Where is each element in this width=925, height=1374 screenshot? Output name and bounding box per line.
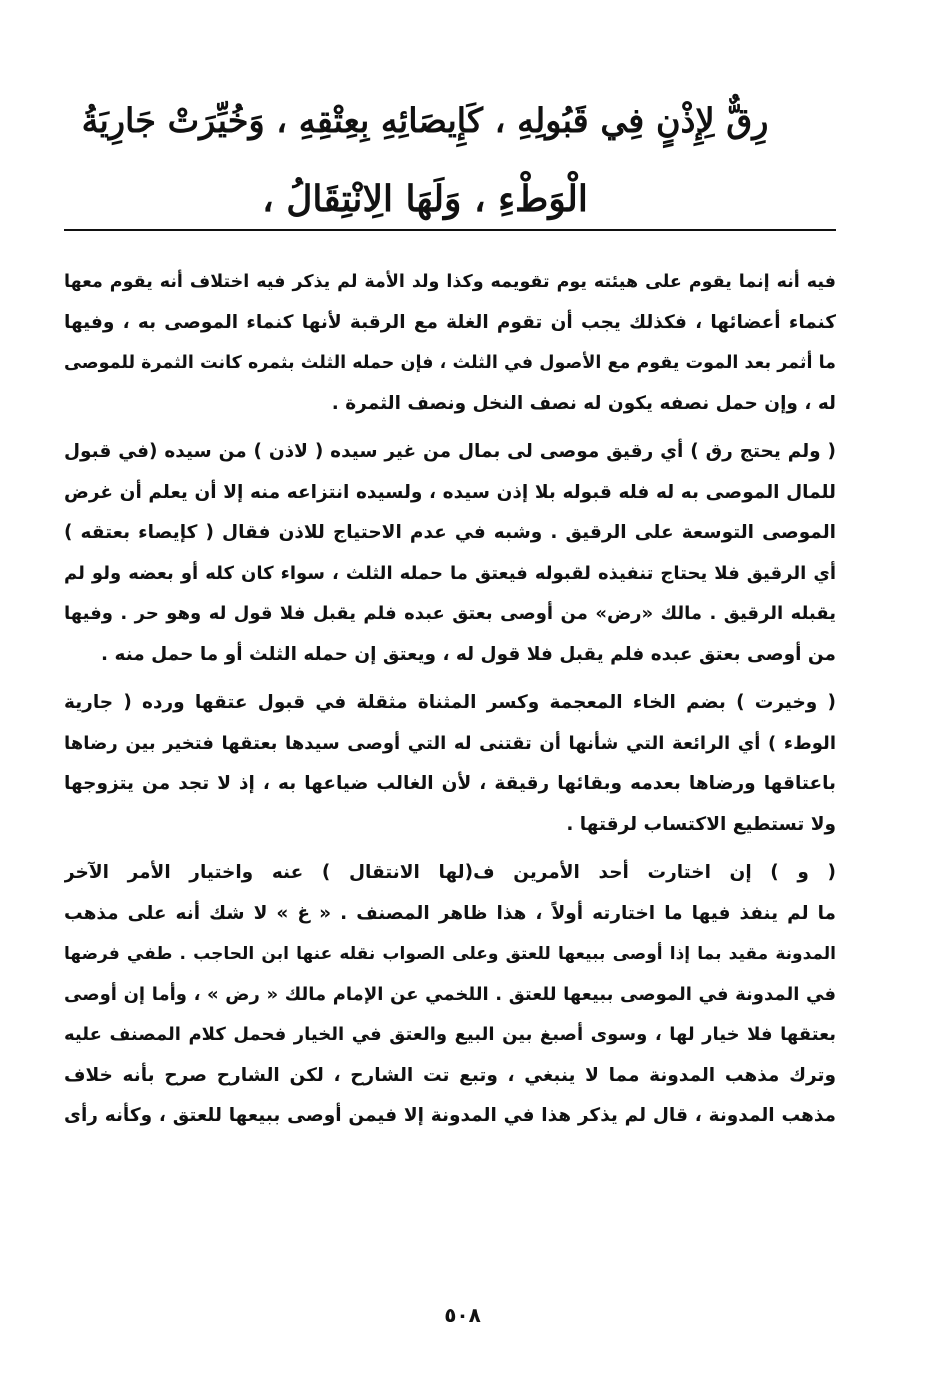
verse-header-line: رِقٌّ لِإِذْنٍ فِي قَبُولِهِ ، كَإِيصَائِهِ بِعِتْقِهِ ، وَخُيِّرَتْ جَارِيَةُ	[81, 101, 769, 140]
text-line: فيه أنه إنما يقوم على هيئته يوم تقويمه وكذا ولد الأمة لم يذكر فيه اختلاف أنه يقوم معها	[64, 272, 836, 292]
text-line: للمال الموصى به له فله قبوله بلا إذن سيده ، ولسيده انتزاعه منه إلا أن يعلم أن غرض	[64, 481, 836, 503]
paragraph	[64, 853, 836, 1137]
text-line: مذهب المدونة ، قال لم يذكر هذا في المدونة إلا فيمن أوصى ببيعها للعتق ، وكأنه رأى	[64, 1105, 836, 1126]
text-line: ( و ) إن اختارت أحد الأمرين ف(لها الانتقال ) عنه واختيار الأمر الآخر	[64, 862, 836, 883]
paragraph	[64, 262, 836, 424]
text-line: كنماء أعضائها ، فكذلك يجب أن تقوم الغلة مع الرقبة لأنها كنماء الموصى به ، وفيها	[64, 311, 836, 333]
text-line: ( ولم يحتج رق ) أي رقيق موصى لى بمال من غير سيده ( لاذن ) من سيده (في قبول	[64, 441, 836, 462]
header-divider	[64, 229, 836, 231]
verse-header-line: الْوَطْءِ ، وَلَهَا الِانْتِقَالُ ،	[262, 178, 588, 220]
text-line: أي الرقيق فلا يحتاج تنفيذه لقبوله فيعتق ما حمله الثلث ، سواء كان كله أو بعضه ولو لم	[64, 562, 836, 584]
text-line: الموصى التوسعة على الرقيق . وشبه في عدم الاحتياج للاذن فقال ( كإيصاء بعتقه )	[64, 522, 836, 543]
text-line: ( وخيرت ) بضم الخاء المعجمة وكسر المثناة مثقلة في قبول عتقها ورده ( جارية	[64, 692, 836, 713]
text-line: له ، وإن حمل نصفه يكون له نصف النخل ونصف الثمرة .	[331, 392, 836, 414]
page-number: ٥٠٨	[444, 1303, 481, 1327]
text-line: في المدونة في الموصى ببيعها للعتق . اللخمي عن الإمام مالك « رض » ، وأما إن أوصى	[64, 983, 836, 1005]
commentary-body	[64, 262, 836, 1145]
text-line: وترك مذهب المدونة مما لا ينبغي ، وتبع تت الشارح ، لكن الشارح صرح بأنه خلاف	[64, 1064, 836, 1086]
paragraph	[64, 432, 836, 675]
text-line: من أوصى بعتق عبده فلم يقبل فلا قول له ، ويعتق إن حمله الثلث أو ما حمل منه .	[101, 643, 836, 665]
text-line: المدونة مقيد بما إذا أوصى ببيعها للعتق وعلى الصواب نقله عنها ابن الحاجب . طفي فرضها	[64, 944, 836, 964]
text-line: ما أثمر بعد الموت يقوم مع الأصول في الثلث ، فإن حمله الثلث بثمره كانت الثمرة للموصى	[64, 353, 836, 373]
text-line: ولا تستطيع الاكتساب لرقتها .	[566, 813, 836, 835]
paragraph	[64, 683, 836, 845]
text-line: بعتقها فلا خيار لها ، وسوى أصبغ بين البيع والعتق في الخيار فحمل كلام المصنف عليه	[64, 1024, 836, 1045]
text-line: باعتاقها ورضاها بعدمه وبقائها رقيقة ، لأن الغالب ضياعها به ، إذ لا تجد من يتزوجها	[64, 773, 836, 794]
verse-header	[80, 82, 770, 238]
text-line: يقبله الرقيق . مالك «رض» من أوصى بعتق عبده فلم يقبل فلا قول له وهو حر . وفيها	[64, 603, 836, 624]
text-line: ما لم ينفذ فيها ما اختارته أولاً ، هذا ظاهر المصنف . « غ » لا شك أنه على مذهب	[64, 902, 836, 924]
text-line: الوطء ) أي الرائعة التي شأنها أن تقتنى له التي أوصى سيدها بعتقها فتخير بين رضاها	[64, 732, 836, 754]
